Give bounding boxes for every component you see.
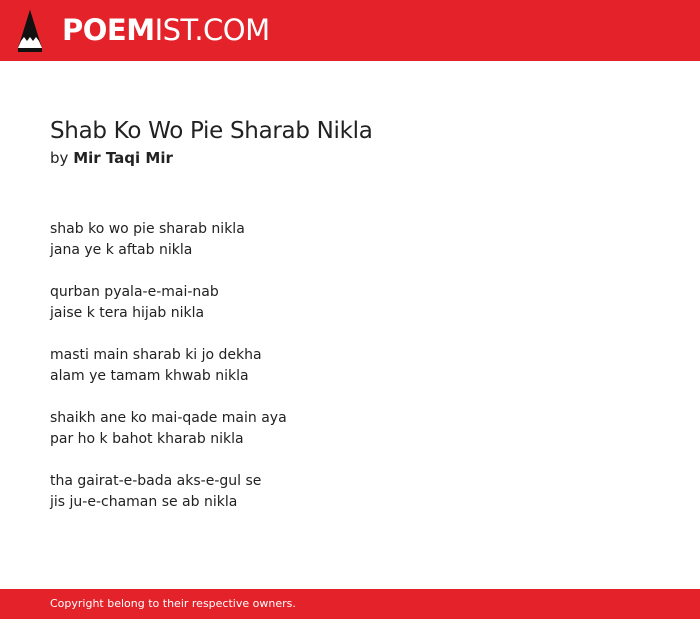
pencil-tip-icon[interactable] [18,10,42,52]
site-footer [0,589,700,619]
poem-stanza [50,471,650,513]
poem-line: jaise k tera hijab nikla [50,305,205,321]
poem-line: shab ko wo pie sharab nikla [50,221,245,237]
poem-byline [50,146,650,170]
poem-stanza [50,345,650,387]
poem-line: jis ju-e-chaman se ab nikla [50,494,238,510]
poem-line: par ho k bahot kharab nikla [50,431,244,447]
poem-line: shaikh ane ko mai-qade main aya [50,410,287,426]
poem-line: alam ye tamam khwab nikla [50,368,249,384]
poem-stanza [50,282,650,324]
poem-line: qurban pyala-e-mai-nab [50,284,219,300]
poem-stanza [50,219,650,261]
site-logo[interactable] [62,13,270,47]
poem-heading [50,116,650,170]
site-header [0,0,700,61]
by-label: by [50,149,69,167]
poem-line: jana ye k aftab nikla [50,242,193,258]
logo-text-bold: POEM [62,13,155,47]
poem-author: Mir Taqi Mir [73,149,173,167]
copyright-notice: Copyright belong to their respective owners. [50,597,296,610]
poem-stanza [50,408,650,450]
poem-title: Shab Ko Wo Pie Sharab Nikla [50,118,373,144]
poem-line: masti main sharab ki jo dekha [50,347,262,363]
poem-line: tha gairat-e-bada aks-e-gul se [50,473,262,489]
poem-body [50,219,650,534]
logo-text-light: IST.COM [154,13,270,47]
